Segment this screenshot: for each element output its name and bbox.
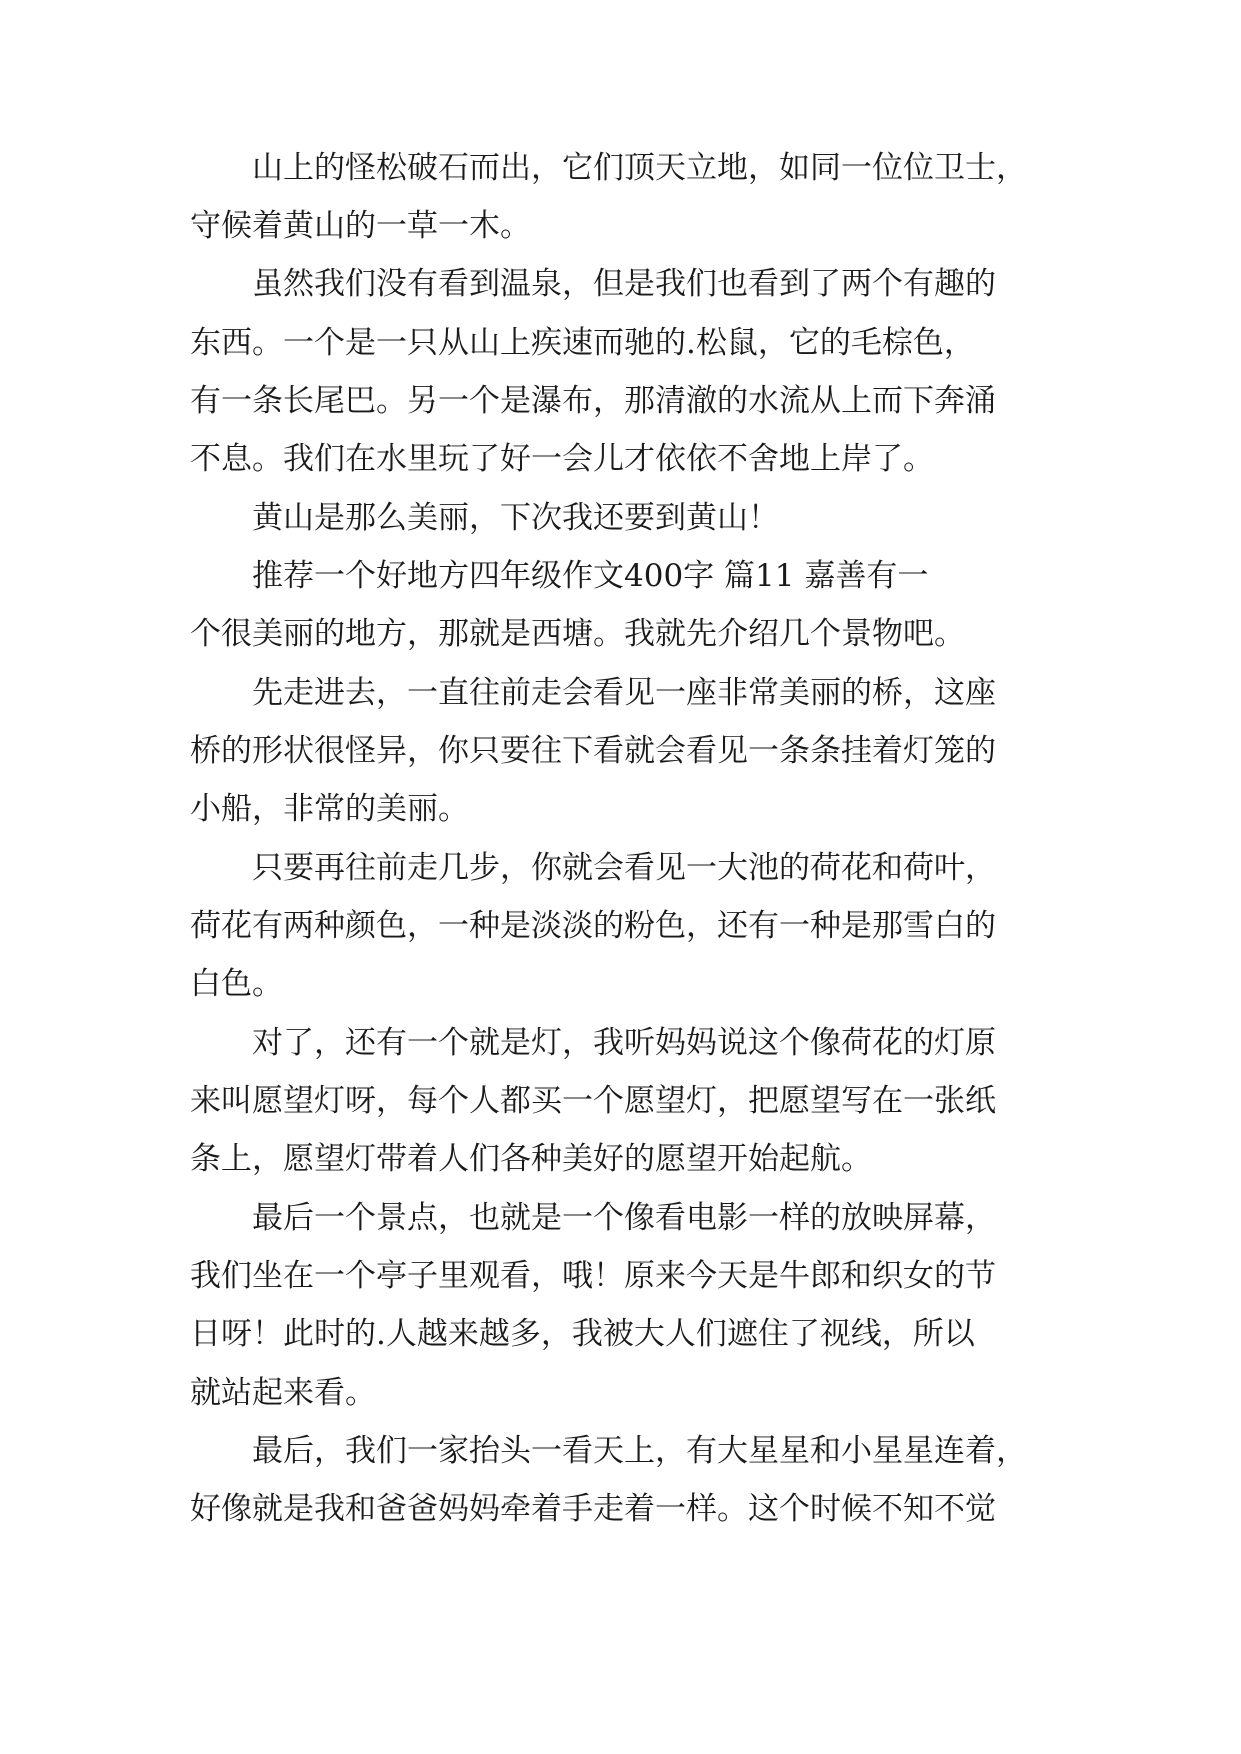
text-line: 好像就是我和爸爸妈妈牵着手走着一样。这个时候不知不觉 bbox=[190, 1491, 996, 1527]
text-line: 推荐一个好地方四年级作文400字 篇11 嘉善有一 bbox=[252, 558, 929, 594]
text-line: 个很美丽的地方，那就是西塘。我就先介绍几个景物吧。 bbox=[190, 616, 965, 652]
text-line: 桥的形状很怪异，你只要往下看就会看见一条条挂着灯笼的 bbox=[190, 733, 996, 769]
text-line: 有一条长尾巴。另一个是瀑布，那清澈的水流从上而下奔涌 bbox=[190, 383, 996, 419]
text-line: 对了，还有一个就是灯，我听妈妈说这个像荷花的灯原 bbox=[252, 1025, 996, 1061]
text-line: 只要再往前走几步，你就会看见一大池的荷花和荷叶， bbox=[252, 850, 996, 886]
text-line: 我们坐在一个亭子里观看，哦！原来今天是牛郎和织女的节 bbox=[190, 1258, 996, 1294]
text-line: 不息。我们在水里玩了好一会儿才依依不舍地上岸了。 bbox=[190, 441, 934, 477]
text-line: 虽然我们没有看到温泉，但是我们也看到了两个有趣的 bbox=[252, 266, 996, 302]
text-line: 荷花有两种颜色，一种是淡淡的粉色，还有一种是那雪白的 bbox=[190, 908, 996, 944]
text-line: 黄山是那么美丽，下次我还要到黄山！ bbox=[252, 500, 779, 536]
text-line: 条上，愿望灯带着人们各种美好的愿望开始起航。 bbox=[190, 1141, 872, 1177]
text-line: 守候着黄山的一草一木。 bbox=[190, 208, 531, 244]
text-line: 来叫愿望灯呀，每个人都买一个愿望灯，把愿望写在一张纸 bbox=[190, 1083, 996, 1119]
text-line: 小船，非常的美丽。 bbox=[190, 791, 469, 827]
text-line: 白色。 bbox=[190, 966, 283, 1002]
text-line: 先走进去，一直往前走会看见一座非常美丽的桥，这座 bbox=[252, 675, 996, 711]
text-line: 最后，我们一家抬头一看天上，有大星星和小星星连着， bbox=[252, 1433, 1027, 1469]
text-line: 就站起来看。 bbox=[190, 1375, 376, 1411]
text-line: 东西。一个是一只从山上疾速而驰的.松鼠，它的毛棕色， bbox=[190, 325, 975, 361]
text-line: 最后一个景点，也就是一个像看电影一样的放映屏幕， bbox=[252, 1200, 996, 1236]
text-line: 日呀！此时的.人越来越多，我被大人们遮住了视线，所以 bbox=[190, 1316, 975, 1352]
text-line: 山上的怪松破石而出，它们顶天立地，如同一位位卫士， bbox=[252, 150, 1027, 186]
